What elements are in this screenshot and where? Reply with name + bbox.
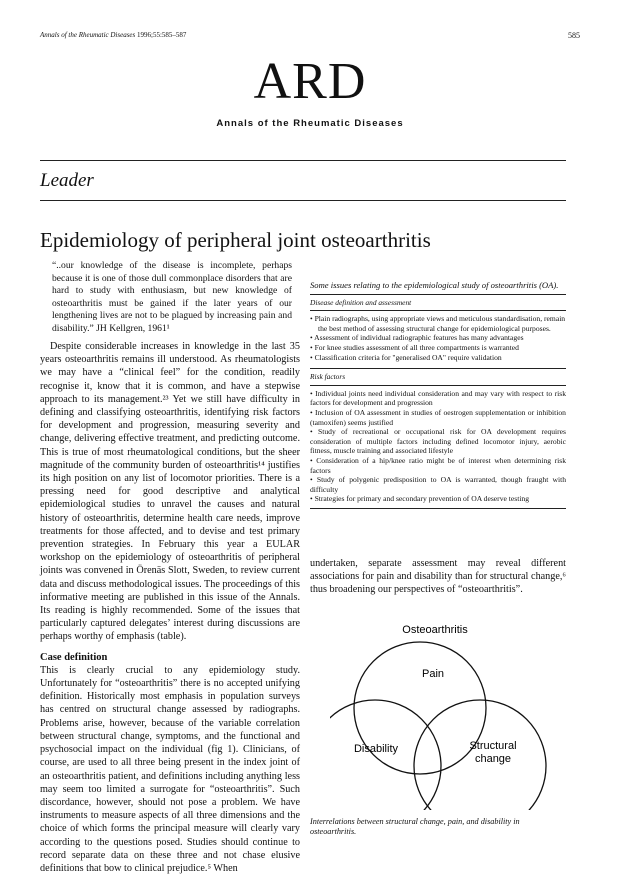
change-label: change bbox=[474, 753, 512, 765]
table-list bbox=[310, 389, 566, 504]
section-heading: Case definition bbox=[40, 651, 108, 663]
running-head bbox=[40, 31, 186, 39]
table-item: • Study of polygenic predisposition to OA is warranted, though fraught with difficulty bbox=[310, 475, 566, 494]
running-head-citation: 1996;55:585–587 bbox=[137, 31, 187, 39]
table-list bbox=[310, 314, 566, 362]
running-head-journal: Annals of the Rheumatic Diseases bbox=[40, 31, 136, 39]
section-label: Leader bbox=[40, 170, 94, 191]
continuation-paragraph: undertaken, separate assessment may reveal different associations for pain and disability than for structural change,⁶ thus broadening our perspectives of “osteoarthritis”. bbox=[310, 558, 566, 596]
table-item: • For knee studies assessment of all three compartments is warranted bbox=[310, 342, 519, 352]
table-item: • Classification criteria for "generalised OA" require validation bbox=[310, 352, 502, 362]
journal-name: Annals of the Rheumatic Diseases bbox=[216, 118, 404, 129]
page-number: 585 bbox=[568, 31, 580, 40]
structural-label: Structural bbox=[469, 740, 517, 752]
figure-caption: Interrelations between structural change, pain, and disability in osteoarthritis. bbox=[310, 817, 520, 836]
disability-circle bbox=[330, 700, 441, 810]
venn-diagram bbox=[330, 620, 570, 810]
pain-label: Pain bbox=[421, 668, 445, 680]
table-item: • Plain radiographs, using appropriate views and meticulous standardisation, remain the best method of assessing structural change for epidemiological purposes. bbox=[310, 314, 566, 333]
table-caption: Some issues relating to the epidemiological study of osteoarthritis (OA). bbox=[310, 280, 559, 290]
divider bbox=[40, 160, 566, 161]
body-paragraph: Despite considerable increases in knowledge in the last 35 years osteoarthritis remains ill understood. As rheumatologists we may have a “clinical feel” for the condition, readily recognise it, know that it is common, and have a stepwise approach to its management.²³ Yet we still have difficulty in defining and classifying osteoarthritis, identifying risk factors for development and progression, measuring severity and change, delivering effective treatment, and predicting outcome. This is true of most rheumatological conditions, but the sheer magnitude of the community burden of osteoarthritis¹⁴ justifies its high position on any list of locomotor priorities. There is a pressing need for good descriptive and analytical epidemiological studies to unravel the causes and natural history of osteoarthritis, determine health care needs, improve treatments for those affected, and to devise and test primary prevention strategies. In February this year a EULAR workshop on the epidemiology of osteoarthritis of peripheral joints was convened in Örenäs Slott, Sweden, to review current data and discuss methodological issues. The proceedings of this informative meeting are published in this issue of the Annals. Its reading is highly recommended. Some of the issues that particularly captured delegates’ interest during discussions are perhaps worthy of emphasis (table). bbox=[40, 341, 300, 643]
journal-logo: ARD bbox=[253, 53, 367, 110]
disability-label: Disability bbox=[353, 743, 399, 755]
issues-table bbox=[310, 281, 566, 512]
divider bbox=[40, 200, 566, 201]
article-title: Epidemiology of peripheral joint osteoarthritis bbox=[40, 228, 431, 252]
table-item: • Inclusion of OA assessment in studies of oestrogen supplementation or inhibition (tamoxifen) seems justified bbox=[310, 407, 566, 427]
table-item: • Assessment of individual radiographic features has many advantages bbox=[310, 333, 524, 343]
table-item: • Consideration of a hip/knee ratio might be of interest when determining risk factors bbox=[310, 455, 566, 475]
table-item: • Individual joints need individual consideration and may vary with respect to risk factors for development and progression bbox=[310, 388, 566, 408]
table-item: • Strategies for primary and secondary prevention of OA deserve testing bbox=[310, 494, 530, 504]
figure-title: Osteoarthritis bbox=[402, 624, 468, 636]
epigraph-quote: “..our knowledge of the disease is incomplete, perhaps because it is one of those dull commonplace disorders that are hard to study with enthusiasm, but new knowledge of osteoarthritis must be gained if the later years of our lengthening lives are not to be plagued by increasing pain and disability.” JH Kellgren, 1961¹ bbox=[52, 260, 292, 334]
body-paragraph: This is clearly crucial to any epidemiology study. Unfortunately for “osteoarthritis” there is no accepted unifying definition. Historically most emphasis in population surveys has centred on structural change assessed by radiographs. Problems arise, however, because of the variable correlation between structural change, symptoms, and the functional and psychosocial impact on the individual (fig 1). Clinicians, of course, are used to all three being present in the index joint of an osteoarthritis patient, and definitions including anything less may seem too limited a surrogate for “osteoarthritis”. Such discordance, however, should not pose a problem. We have instruments to measure aspects of all three dimensions and the choice of which forms the principal measure will clearly vary according to the questions posed. Studies should continue to record separate data on these three and not chase elusive definitions that bow to clinical prejudice.⁵ When bbox=[40, 664, 300, 874]
table-section-heading: Risk factors bbox=[310, 372, 346, 382]
table-item: • Study of recreational or occupational risk for OA development requires consideration of multiple factors including defined locomotor injury, aerobic fitness, muscle training and associated lifestyle bbox=[310, 427, 566, 456]
left-column bbox=[40, 340, 300, 875]
table-section-heading: Disease definition and assessment bbox=[310, 297, 412, 307]
